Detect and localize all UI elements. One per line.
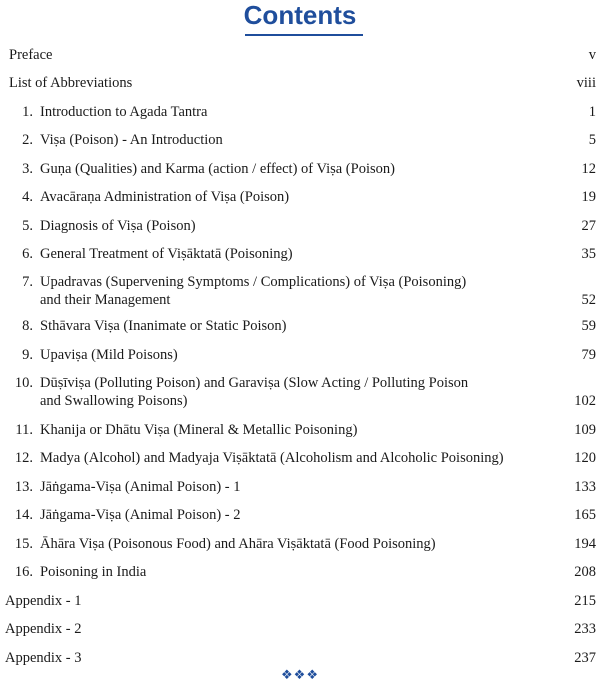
chapter-title: Sthāvara Viṣa (Inanimate or Static Poison)	[40, 318, 287, 334]
chapter-page: 79	[581, 347, 596, 363]
chapter-number: 11.	[15, 422, 33, 438]
toc-entry-label: List of Abbreviations	[9, 75, 133, 91]
chapter-number: 14.	[14, 507, 33, 523]
chapter-number: 3.	[22, 161, 33, 177]
chapter-number: 4.	[22, 189, 33, 205]
chapter-title: Jāṅgama-Viṣa (Animal Poison) - 2	[40, 507, 241, 523]
chapter-number: 8.	[22, 318, 33, 334]
appendix-page: 237	[574, 650, 596, 666]
chapter-page: 35	[581, 246, 596, 262]
title-underline	[245, 34, 363, 36]
chapter-number: 7.	[22, 274, 33, 290]
chapter-number: 12.	[14, 450, 33, 466]
chapter-title: General Treatment of Viṣāktatā (Poisoning)	[40, 246, 293, 262]
chapter-title-continued: and their Management	[40, 292, 171, 308]
chapter-number: 13.	[14, 479, 33, 495]
chapter-title: Khanija or Dhātu Viṣa (Mineral & Metallic Poisoning)	[40, 422, 358, 438]
chapter-page: 165	[574, 507, 596, 523]
page-title: Contents	[243, 0, 357, 30]
chapter-title-continued: and Swallowing Poisons)	[40, 393, 188, 409]
chapter-number: 16.	[14, 564, 33, 580]
chapter-page: 19	[581, 189, 596, 205]
chapter-number: 15.	[14, 536, 33, 552]
chapter-page: 12	[581, 161, 596, 177]
chapter-title: Diagnosis of Viṣa (Poison)	[40, 218, 196, 234]
chapter-page: 27	[581, 218, 596, 234]
toc-entry-label: Preface	[9, 47, 53, 63]
chapter-number: 6.	[22, 246, 33, 262]
chapter-number: 10.	[14, 375, 33, 391]
chapter-title: Introduction to Agada Tantra	[40, 104, 208, 120]
chapter-number: 1.	[22, 104, 33, 120]
chapter-title: Āhāra Viṣa (Poisonous Food) and Ahāra Viṣāktatā (Food Poisoning)	[40, 536, 436, 552]
chapter-title: Upadravas (Supervening Symptoms / Complications) of Viṣa (Poisoning)	[40, 274, 467, 290]
chapter-page: 1	[588, 104, 596, 120]
chapter-number: 9.	[22, 347, 33, 363]
chapter-page: 109	[574, 422, 596, 438]
chapter-number: 5.	[22, 218, 33, 234]
chapter-number: 2.	[22, 132, 33, 148]
chapter-title: Poisoning in India	[40, 564, 147, 580]
end-ornament-icon: ❖❖❖	[281, 668, 319, 683]
chapter-page: 5	[588, 132, 596, 148]
chapter-title: Avacāraṇa Administration of Viṣa (Poison)	[40, 189, 290, 205]
chapter-title: Dūṣīviṣa (Polluting Poison) and Garaviṣa (Slow Acting / Polluting Poison	[40, 375, 469, 391]
chapter-page: 120	[574, 450, 596, 466]
appendix-page: 233	[574, 621, 596, 637]
chapter-title: Jāṅgama-Viṣa (Animal Poison) - 1	[40, 479, 241, 495]
chapter-page: 52	[581, 292, 596, 308]
chapter-page: 208	[574, 564, 596, 580]
chapter-page: 102	[574, 393, 596, 409]
appendix-label: Appendix - 2	[5, 621, 82, 637]
toc-entry-page: v	[588, 47, 596, 63]
appendix-label: Appendix - 3	[5, 650, 82, 666]
chapter-title: Viṣa (Poison) - An Introduction	[40, 132, 223, 148]
chapter-page: 194	[574, 536, 596, 552]
chapter-title: Madya (Alcohol) and Madyaja Viṣāktatā (Alcoholism and Alcoholic Poisoning)	[40, 450, 504, 466]
toc-entry-page: viii	[576, 75, 596, 91]
appendix-page: 215	[574, 593, 596, 609]
chapter-title: Guṇa (Qualities) and Karma (action / effect) of Viṣa (Poison)	[40, 161, 395, 177]
chapter-title: Upaviṣa (Mild Poisons)	[40, 347, 178, 363]
chapter-page: 133	[574, 479, 596, 495]
chapter-page: 59	[581, 318, 596, 334]
appendix-label: Appendix - 1	[5, 593, 82, 609]
